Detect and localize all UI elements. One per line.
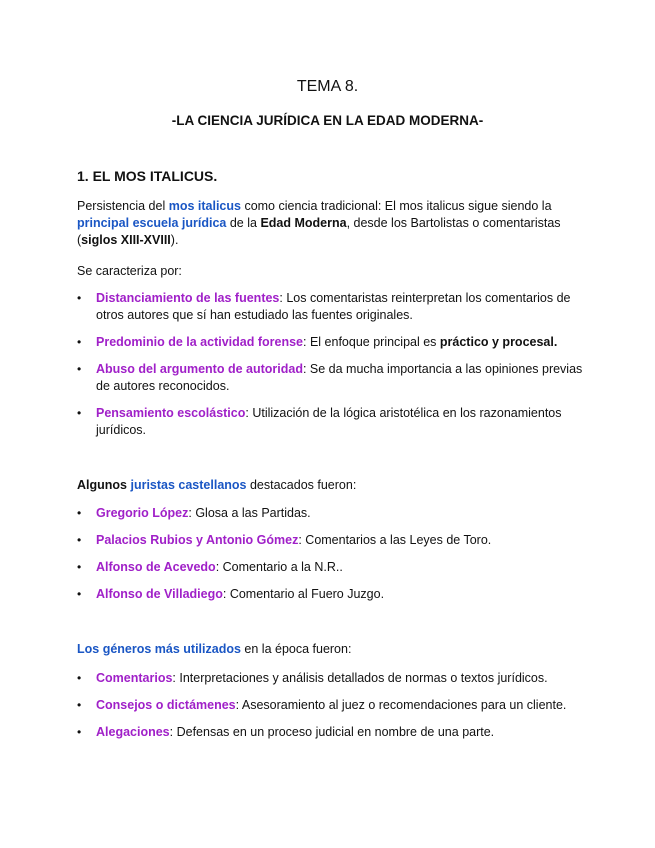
jurista-name: Alfonso de Acevedo	[96, 560, 216, 574]
generos-text: en la época fueron:	[240, 642, 352, 656]
bullet-icon: •	[77, 335, 82, 349]
siglos-bold: siglos XIII-XVIII	[81, 233, 171, 247]
list-item	[77, 586, 597, 603]
feature-text: : El enfoque principal es	[303, 335, 440, 349]
bullet-icon: •	[77, 291, 82, 305]
juristas-intro	[77, 477, 587, 494]
generos-intro	[77, 641, 587, 658]
feature-bold-text: práctico y procesal.	[439, 335, 558, 349]
feature-term: Predominio de la actividad forense	[96, 335, 304, 349]
juristas-text-1: Algunos	[77, 478, 131, 492]
page-subtitle: -LA CIENCIA JURÍDICA EN LA EDAD MODERNA-	[171, 113, 484, 128]
list-item	[77, 361, 597, 395]
list-item	[77, 724, 597, 741]
intro-paragraph	[77, 198, 587, 249]
feature-text: : Utilización de la lógica aristotélica en los razonamientos jurídicos.	[96, 406, 562, 437]
jurista-name: Palacios Rubios y Antonio Gómez	[96, 533, 299, 547]
jurista-work: : Comentarios a las Leyes de Toro.	[298, 533, 492, 547]
caracteriza-text: Se caracteriza por:	[77, 264, 182, 278]
bullet-icon: •	[77, 533, 82, 547]
genero-term: Alegaciones	[96, 725, 170, 739]
jurista-work: : Comentario a la N.R..	[215, 560, 343, 574]
mos-italicus-highlight: mos italicus	[168, 199, 241, 213]
principal-escuela-highlight: principal escuela jurídica	[77, 216, 227, 230]
bullet-icon: •	[77, 587, 82, 601]
bullet-icon: •	[77, 671, 82, 685]
bullet-icon: •	[77, 506, 82, 520]
bullet-icon: •	[77, 698, 82, 712]
list-item	[77, 670, 597, 687]
bullet-icon: •	[77, 560, 82, 574]
list-item	[77, 405, 597, 439]
genero-text: : Asesoramiento al juez o recomendaciones para un cliente.	[235, 698, 567, 712]
intro-text-2: como ciencia tradicional: El mos italicus sigue siendo la	[240, 199, 552, 213]
list-item	[77, 697, 597, 714]
generos-highlight: Los géneros más utilizados	[77, 642, 241, 656]
list-item	[77, 559, 597, 576]
jurista-work: : Glosa a las Partidas.	[188, 506, 311, 520]
genero-text: : Interpretaciones y análisis detallados de normas o textos jurídicos.	[172, 671, 548, 685]
intro-text-3: de la	[226, 216, 261, 230]
bullet-icon: •	[77, 362, 82, 376]
genero-term: Consejos o dictámenes	[96, 698, 236, 712]
juristas-list	[77, 505, 597, 613]
features-list	[77, 290, 597, 449]
list-item	[77, 334, 597, 351]
feature-term: Pensamiento escolástico	[96, 406, 246, 420]
bullet-icon: •	[77, 725, 82, 739]
feature-text: : Se da mucha importancia a las opiniones previas de autores reconocidos.	[96, 362, 583, 393]
generos-list	[77, 670, 597, 751]
jurista-name: Gregorio López	[96, 506, 189, 520]
section-heading-mos-italicus: 1. EL MOS ITALICUS.	[77, 168, 218, 184]
feature-term: Abuso del argumento de autoridad	[96, 362, 303, 376]
intro-text-4: , desde los Bartolistas o comentaristas (	[77, 216, 561, 247]
list-item	[77, 532, 597, 549]
page-title: TEMA 8.	[296, 78, 359, 95]
list-item	[77, 290, 597, 324]
feature-term: Distanciamiento de las fuentes	[96, 291, 280, 305]
feature-text: : Los comentaristas reinterpretan los comentarios de otros autores que sí han estudiado las fuentes originales.	[96, 291, 571, 322]
intro-text-1: Persistencia del	[77, 199, 169, 213]
juristas-text-2: destacados fueron:	[246, 478, 357, 492]
intro-text-5: ).	[170, 233, 179, 247]
jurista-work: : Comentario al Fuero Juzgo.	[222, 587, 385, 601]
genero-text: : Defensas en un proceso judicial en nombre de una parte.	[169, 725, 495, 739]
genero-term: Comentarios	[96, 671, 173, 685]
juristas-highlight: juristas castellanos	[130, 478, 247, 492]
bullet-icon: •	[77, 406, 82, 420]
edad-moderna-bold: Edad Moderna	[260, 216, 347, 230]
jurista-name: Alfonso de Villadiego	[96, 587, 223, 601]
list-item	[77, 505, 597, 522]
